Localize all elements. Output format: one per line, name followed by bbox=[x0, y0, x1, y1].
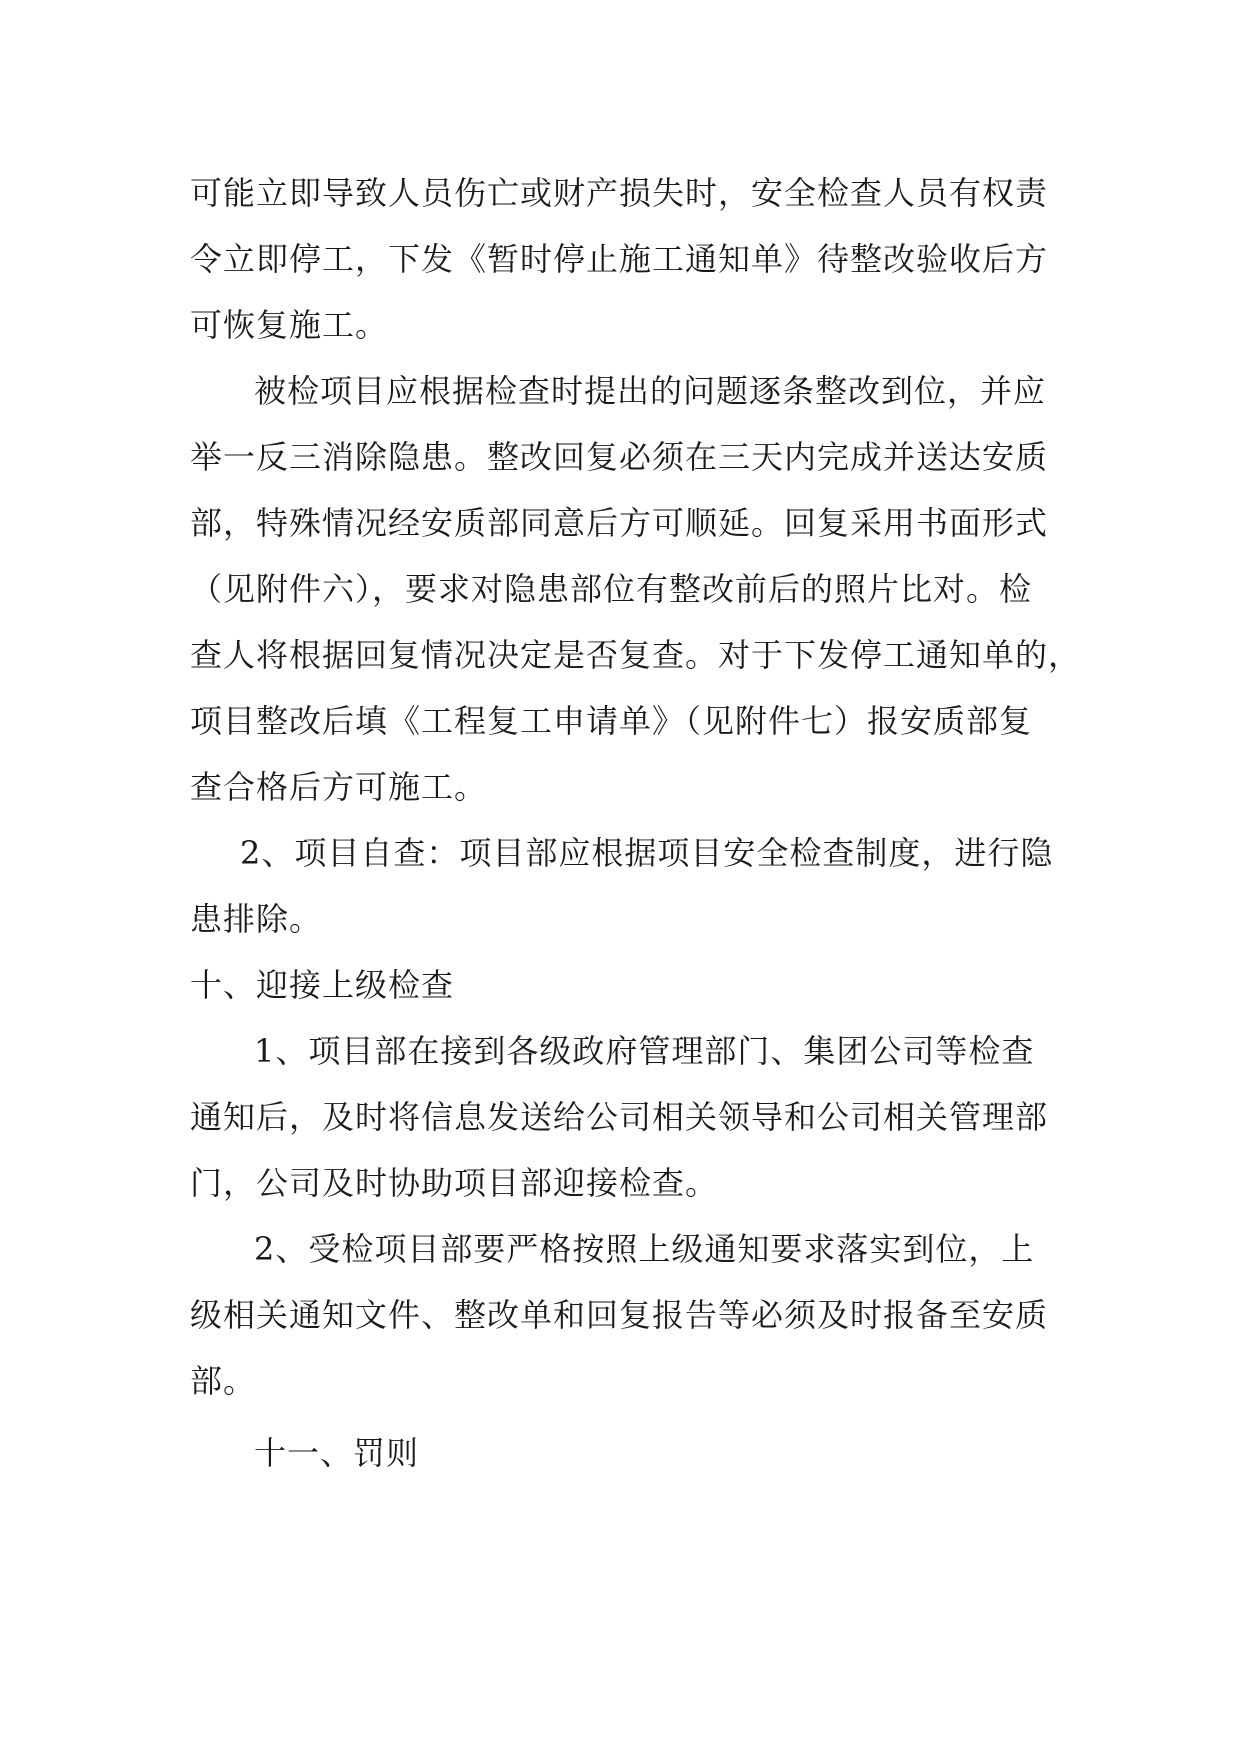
text-line: 级相关通知文件、整改单和回复报告等必须及时报备至安质 bbox=[190, 1296, 1049, 1334]
section-heading: 十一、罚则 bbox=[254, 1434, 420, 1472]
text-line: 1、项目部在接到各级政府管理部门、集团公司等检查 bbox=[254, 1032, 1035, 1070]
text-line: 可能立即导致人员伤亡或财产损失时，安全检查人员有权责 bbox=[190, 174, 1049, 212]
text-line: 查合格后方可施工。 bbox=[190, 768, 488, 806]
text-line: 部。 bbox=[190, 1362, 257, 1400]
text-line: 2、项目自查：项目部应根据项目安全检查制度，进行隐 bbox=[240, 834, 1054, 872]
text-line: 部，特殊情况经安质部同意后方可顺延。回复采用书面形式 bbox=[190, 504, 1049, 542]
text-line: 患排除。 bbox=[190, 900, 323, 938]
text-line: 查人将根据回复情况决定是否复查。对于下发停工通知单的， bbox=[190, 636, 1082, 674]
text-line: 举一反三消除隐患。整改回复必须在三天内完成并送达安质 bbox=[190, 438, 1049, 476]
text-line: 项目整改后填《工程复工申请单》（见附件七）报安质部复 bbox=[190, 702, 1033, 740]
text-line: （见附件六），要求对隐患部位有整改前后的照片比对。检 bbox=[190, 570, 1033, 608]
document-body bbox=[190, 160, 1082, 1486]
text-line: 被检项目应根据检查时提出的问题逐条整改到位，并应 bbox=[254, 372, 1047, 410]
text-line: 可恢复施工。 bbox=[190, 306, 389, 344]
text-line: 2、受检项目部要严格按照上级通知要求落实到位，上 bbox=[254, 1230, 1035, 1268]
section-heading: 十、迎接上级检查 bbox=[190, 966, 455, 1004]
text-line: 门，公司及时协助项目部迎接检查。 bbox=[190, 1164, 719, 1202]
text-line: 通知后，及时将信息发送给公司相关领导和公司相关管理部 bbox=[190, 1098, 1049, 1136]
text-line: 令立即停工，下发《暂时停止施工通知单》待整改验收后方 bbox=[190, 240, 1049, 278]
